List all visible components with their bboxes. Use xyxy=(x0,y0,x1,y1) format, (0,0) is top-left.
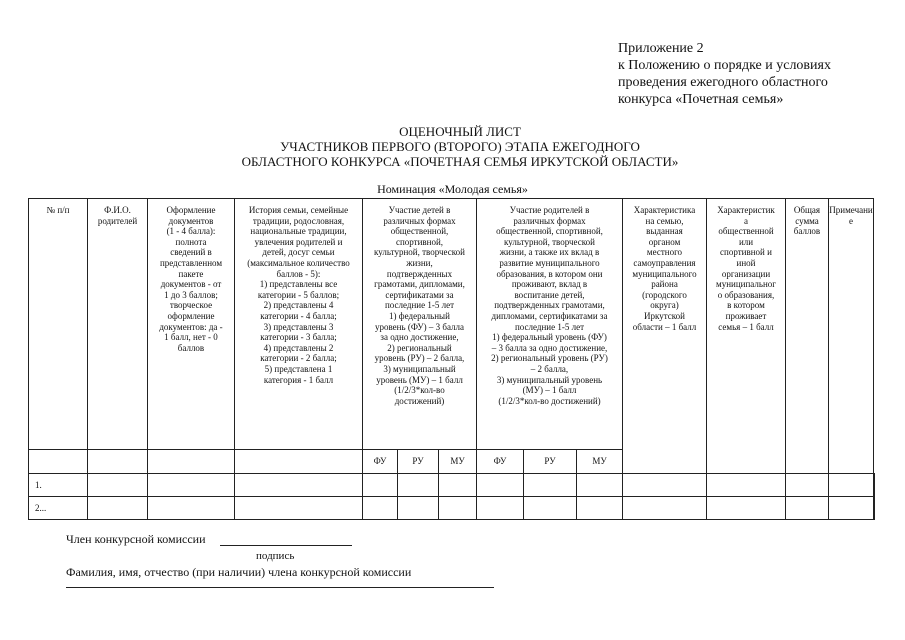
table-cell[interactable] xyxy=(623,497,707,520)
table-cell[interactable] xyxy=(577,474,623,497)
table-cell[interactable] xyxy=(363,474,398,497)
table-cell[interactable] xyxy=(439,497,477,520)
title-line: ОЦЕНОЧНЫЙ ЛИСТ xyxy=(399,124,521,139)
row-number: 1. xyxy=(29,474,88,497)
header-family-history: История семьи, семейные традиции, родословная, национальные традиции, увлечения родителей и детей, досуг семьи (максимальное количество баллов - 5): 1) представлены все категории - 5 баллов; 2) представлены 4 категории - 4 балла; 3) представлены 3 категории - 3 балла; 4) представлены 2 категории - 2 балла; 5) представлена 1 категория - 1 балл xyxy=(235,199,363,450)
empty-cell xyxy=(148,450,235,474)
header-total-score: Общая сумма баллов xyxy=(786,199,829,474)
empty-cell xyxy=(235,450,363,474)
table-cell[interactable] xyxy=(707,474,786,497)
header-parents-participation: Участие родителей в различных формах общественной, спортивной, культурной, творческой жизни, а также их вклад в развитие муниципального образования, в котором они проживают, вклад в воспитание детей, подтвержденных грамотами, дипломами, сертификатами за последние 1-5 лет 1) федеральный уровень (ФУ) – 3 балла за одно достижение, 2) региональный уровень (РУ) – 2 балла, 3) муниципальный уровень (МУ) – 1 балл (1/2/3*кол-во достижений) xyxy=(477,199,623,450)
header-local-government-reference: Характеристика на семью, выданная органом местного самоуправления муниципального района (городского округа) Иркутской области – 1 балл xyxy=(623,199,707,474)
table-cell[interactable] xyxy=(88,497,148,520)
empty-cell xyxy=(29,450,88,474)
table-cell[interactable] xyxy=(148,497,235,520)
nomination-label: Номинация «Молодая семья» xyxy=(377,182,528,196)
table-cell[interactable] xyxy=(398,474,439,497)
table-cell[interactable] xyxy=(524,474,577,497)
subheader-children-federal: ФУ xyxy=(363,450,398,474)
signature-line[interactable] xyxy=(220,545,352,546)
table-cell[interactable] xyxy=(786,474,829,497)
table-cell[interactable] xyxy=(829,474,874,497)
table-cell[interactable] xyxy=(363,497,398,520)
subheader-parents-regional: РУ xyxy=(524,450,577,474)
header-organization-reference: Характеристик а общественной или спортивной и иной организации муниципальног о образования, в котором проживает семья – 1 балл xyxy=(707,199,786,474)
header-documents: Оформление документов (1 - 4 балла): полнота сведений в представленном пакете документов - от 1 до 3 баллов; творческое оформление документов: да - 1 балл, нет - 0 баллов xyxy=(148,199,235,450)
table-cell[interactable] xyxy=(439,474,477,497)
appendix-line: к Положению о порядке и условиях xyxy=(618,58,831,73)
signature-caption: подпись xyxy=(256,550,295,562)
document-title xyxy=(180,124,740,169)
table-cell[interactable] xyxy=(874,497,875,520)
evaluation-table xyxy=(28,198,875,520)
appendix-line: Приложение 2 xyxy=(618,41,704,56)
header-parents-name: Ф.И.О. родителей xyxy=(88,199,148,450)
table-cell[interactable] xyxy=(398,497,439,520)
subheader-parents-municipal: МУ xyxy=(577,450,623,474)
appendix-line: проведения ежегодного областного xyxy=(618,75,828,90)
table-cell[interactable] xyxy=(235,497,363,520)
table-cell[interactable] xyxy=(88,474,148,497)
table-cell[interactable] xyxy=(874,474,875,497)
title-line: ОБЛАСТНОГО КОНКУРСА «ПОЧЕТНАЯ СЕМЬЯ ИРКУТСКОЙ ОБЛАСТИ» xyxy=(241,154,679,169)
appendix-block xyxy=(618,40,831,108)
table-cell[interactable] xyxy=(577,497,623,520)
table-cell[interactable] xyxy=(829,497,874,520)
row-number: 2... xyxy=(29,497,88,520)
table-cell[interactable] xyxy=(477,474,524,497)
table-cell[interactable] xyxy=(235,474,363,497)
table-row xyxy=(29,474,875,497)
commission-member-label: Член конкурсной комиссии xyxy=(66,532,206,546)
header-children-participation: Участие детей в различных формах общественной, спортивной, культурной, творческой жизни, подтвержденных грамотами, дипломами, сертификатами за последние 1-5 лет 1) федеральный уровень (ФУ) – 3 балла за одно достижение, 2) региональный уровень (РУ) – 2 балла, 3) муниципальный уровень (МУ) – 1 балл (1/2/3*кол-во достижений) xyxy=(363,199,477,450)
table-cell[interactable] xyxy=(524,497,577,520)
empty-cell xyxy=(88,450,148,474)
table-cell[interactable] xyxy=(148,474,235,497)
table-cell[interactable] xyxy=(707,497,786,520)
table-cell[interactable] xyxy=(786,497,829,520)
header-number: № п/п xyxy=(29,199,88,450)
table-cell[interactable] xyxy=(477,497,524,520)
title-line: УЧАСТНИКОВ ПЕРВОГО (ВТОРОГО) ЭТАПА ЕЖЕГОДНОГО xyxy=(280,139,640,154)
table-cell[interactable] xyxy=(623,474,707,497)
subheader-children-municipal: МУ xyxy=(439,450,477,474)
appendix-line: конкурса «Почетная семья» xyxy=(618,92,784,107)
commission-member-fio-label: Фамилия, имя, отчество (при наличии) члена конкурсной комиссии xyxy=(66,565,412,579)
subheader-parents-federal: ФУ xyxy=(477,450,524,474)
header-note: Примечани е xyxy=(829,199,874,474)
table-row xyxy=(29,497,875,520)
fio-line[interactable] xyxy=(66,587,494,588)
subheader-children-regional: РУ xyxy=(398,450,439,474)
